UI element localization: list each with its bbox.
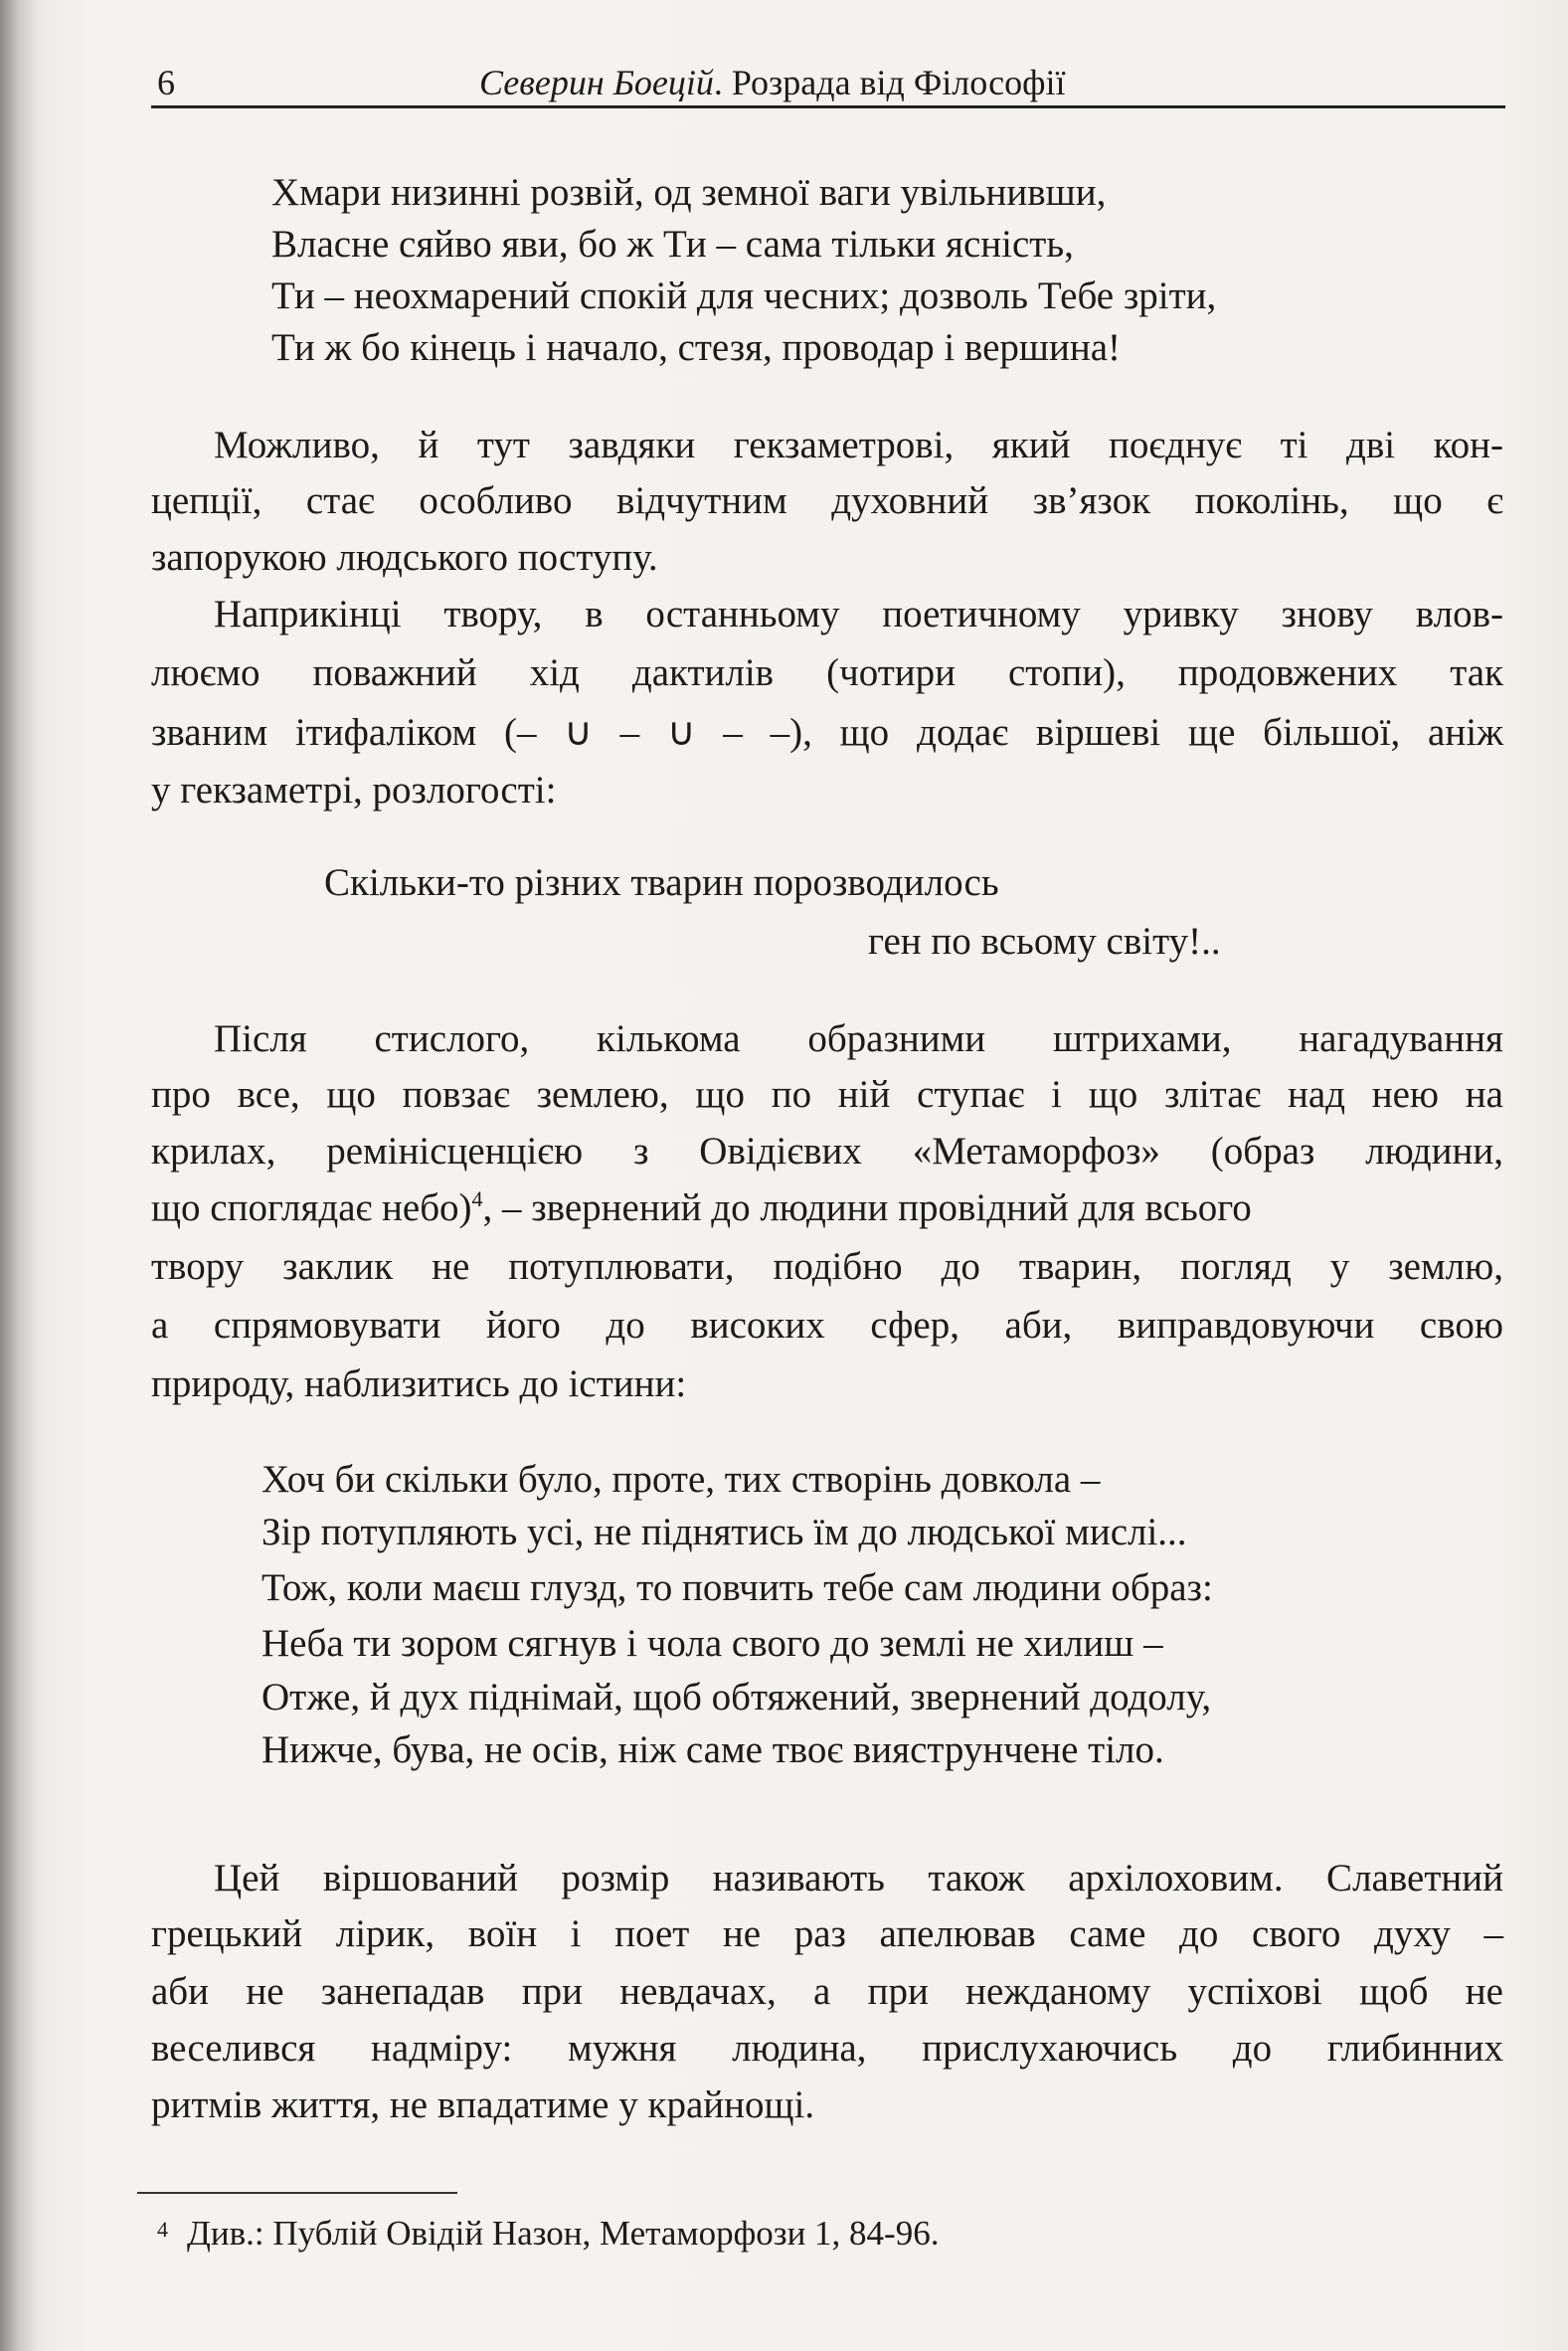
footnote-reference[interactable]: 4 [471, 1186, 483, 1211]
verse-line: Ти ж бо кінець і начало, стезя, проводар і вершина! [271, 326, 1122, 369]
text-line: люємо поважний хід дактилів (чотири стопи), продовжених так [151, 651, 1503, 694]
text-line: запорукою людського поступу. [151, 536, 658, 579]
verse-line: ген по всьому світу!.. [868, 920, 1221, 963]
text-line: Після стислого, кількома образними штрихами, нагадування [214, 1017, 1503, 1060]
text-line: веселився надміру: мужня людина, прислухаючись до глибинних [151, 2027, 1503, 2070]
verse-line: Отже, й дух піднімай, щоб обтяжений, звернений додолу, [261, 1676, 1212, 1718]
header-author: Северин Боецій [479, 63, 714, 102]
verse-line: Неба ти зором сягнув і чола свого до землі не хилиш – [261, 1622, 1163, 1665]
text-line: цепції, стає особливо відчутним духовний зв’язок поколінь, що є [151, 479, 1503, 522]
text-fragment: , – звернений до людини провідний для всього [482, 1186, 1252, 1229]
verse-line: Ти – неохмарений спокій для чесних; дозволь Тебе зріти, [271, 274, 1217, 317]
text-line: природу, наблизитись до істини: [151, 1362, 687, 1405]
verse-line: Тож, коли маєш глузд, то повчить тебе сам людини образ: [261, 1566, 1213, 1609]
verse-line: Власне сяйво яви, бо ж Ти – сама тільки ясність, [271, 223, 1074, 266]
footnote-text: Див.: Публій Овідій Назон, Метаморфози 1, 84-96. [187, 2214, 940, 2253]
text-fragment [151, 1184, 1252, 1232]
verse-line: Нижче, бува, не осів, ніж саме твоє вияструнчене тіло. [261, 1728, 1164, 1771]
text-line: а спрямовувати його до високих сфер, аби, виправдовуючи свою [151, 1304, 1503, 1347]
text-line: Наприкінці твору, в останньому поетичному уривку знову влов- [214, 593, 1503, 635]
text-line: званим ітифаліком (– ∪ – ∪ – –), що додає віршеві ще більшої, аніж [151, 711, 1503, 754]
text-line: про все, що повзає землею, що по ній ступає і що злітає над нею на [151, 1073, 1503, 1116]
header-rule [151, 105, 1505, 108]
text-line: грецький лірик, воїн і поет не раз апелював саме до свого духу – [151, 1912, 1503, 1955]
text-line: аби не занепадав при невдачах, а при нежданому успіхові щоб не [151, 1970, 1503, 2013]
footnote-rule [137, 2192, 457, 2194]
footnote-marker: 4 [157, 2217, 168, 2242]
text-line: ритмів життя, не впадатиме у крайнощі. [151, 2083, 815, 2126]
text-line: Цей віршований розмір називають також архілоховим. Славетний [214, 1857, 1503, 1899]
header-title [479, 62, 1065, 103]
text-line: Можливо, й тут завдяки гекзаметрові, який поєднує ті дві кон- [214, 424, 1503, 466]
text-line: крилах, ремінісценцією з Овідієвих «Метаморфоз» (образ людини, [151, 1130, 1503, 1173]
verse-line: Хоч би скільки було, проте, тих створінь довкола – [261, 1458, 1101, 1501]
text-line [151, 1184, 1503, 1232]
verse-line: Скільки-то різних тварин порозводилось [324, 861, 999, 904]
verse-line: Хмари низинні розвій, од земної ваги увільнивши, [271, 171, 1107, 214]
header-book-title: . Розрада від Філософії [713, 63, 1066, 102]
text-line: твору заклик не потуплювати, подібно до тварин, погляд у землю, [151, 1245, 1503, 1288]
text-fragment: що споглядає небо) [151, 1186, 472, 1229]
page-number: 6 [157, 63, 175, 102]
text-line: у гекзаметрі, розлогості: [151, 769, 557, 812]
verse-line: Зір потупляють усі, не піднятись їм до людської мислі... [261, 1511, 1187, 1553]
